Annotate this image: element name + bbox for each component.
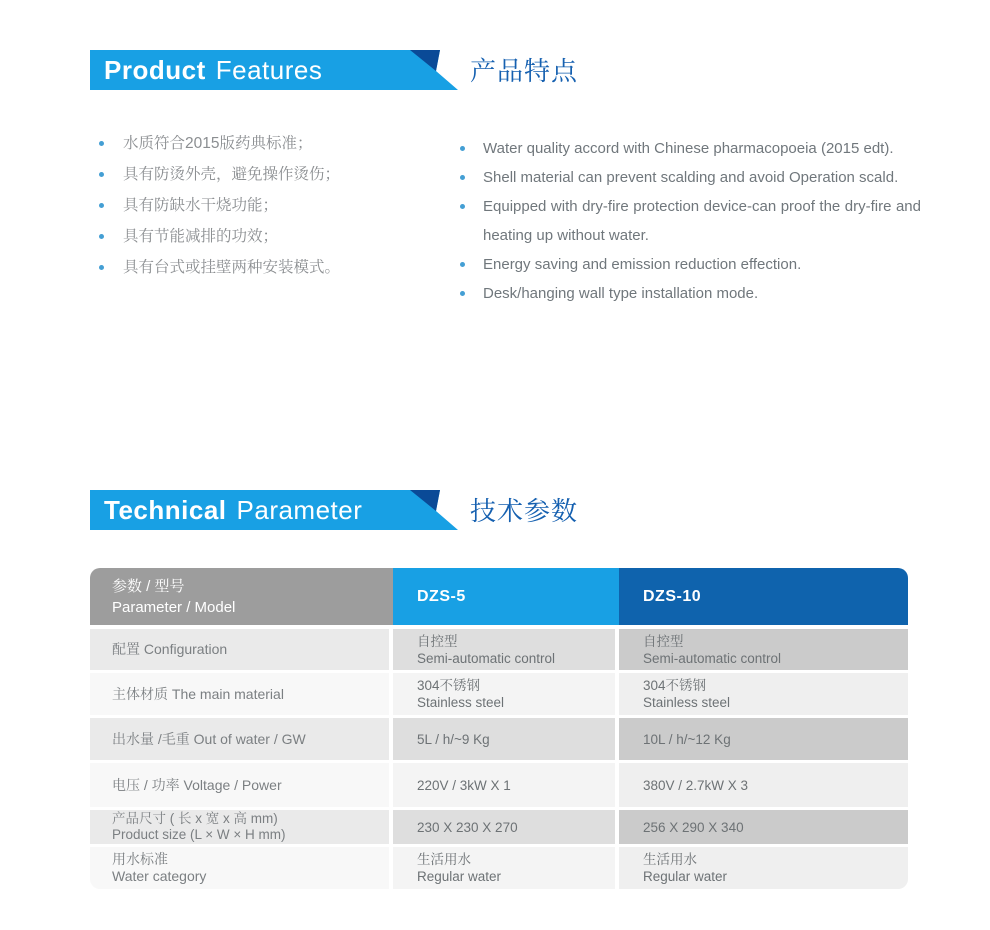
feature-text: 水质符合2015版药典标准； [123, 135, 313, 152]
table-row [90, 810, 908, 844]
cell-parameter-label: 电压 / 功率 Voltage / Power [90, 763, 389, 807]
feature-text: Shell material can prevent scalding and avoid Operation scald. [483, 169, 899, 186]
header-parameter-zh: 参数 / 型号 [112, 577, 185, 595]
cell-dzs10-value: 自控型 Semi-automatic control [619, 629, 908, 670]
feature-text: Desk/hanging wall type installation mode. [483, 285, 759, 302]
features-title-en [104, 50, 322, 90]
cell-parameter-label: 主体材质 The main material [90, 673, 389, 715]
table-row [90, 673, 908, 715]
header-cell-dzs5: DZS-5 [393, 568, 619, 625]
list-item [458, 163, 921, 192]
parameters-title-en-bold: Technical [104, 495, 227, 525]
bullet-icon [99, 141, 104, 146]
header-cell-parameter [90, 568, 393, 625]
cell-dzs5-value: 生活用水 Regular water [393, 847, 615, 889]
features-title-en-bold: Product [104, 55, 206, 85]
parameter-table [90, 568, 908, 892]
cell-dzs5-value: 5L / h/~9 Kg [393, 718, 615, 760]
parameters-banner [90, 490, 462, 530]
table-row [90, 847, 908, 889]
features-list-zh [96, 128, 444, 283]
cell-parameter-label: 出水量 /毛重 Out of water / GW [90, 718, 389, 760]
bullet-icon [460, 204, 465, 209]
feature-text: Equipped with dry-fire protection device-can proof the dry-fire and heating up without water. [483, 198, 921, 244]
bullet-icon [460, 175, 465, 180]
features-banner [90, 50, 462, 90]
feature-text: 具有防缺水干烧功能； [123, 197, 279, 214]
table-row [90, 718, 908, 760]
bullet-icon [460, 146, 465, 151]
header-parameter-en: Parameter / Model [112, 598, 236, 616]
parameters-title-en-regular: Parameter [236, 495, 363, 525]
bullet-icon [99, 172, 104, 177]
cell-dzs10-value: 10L / h/~12 Kg [619, 718, 908, 760]
list-item [96, 159, 444, 190]
features-list-en [458, 134, 921, 308]
bullet-icon [99, 203, 104, 208]
list-item [458, 250, 921, 279]
feature-text: Energy saving and emission reduction effection. [483, 256, 802, 273]
list-item [96, 128, 444, 159]
cell-parameter-label: 配置 Configuration [90, 629, 389, 670]
cell-dzs5-value: 220V / 3kW X 1 [393, 763, 615, 807]
table-header [90, 568, 908, 625]
cell-parameter-label: 产品尺寸 ( 长 x 宽 x 高 mm) Product size (L × W × H mm) [90, 810, 389, 844]
bullet-icon [460, 262, 465, 267]
cell-dzs10-value: 380V / 2.7kW X 3 [619, 763, 908, 807]
table-row [90, 629, 908, 670]
bullet-icon [99, 265, 104, 270]
cell-dzs10-value: 生活用水 Regular water [619, 847, 908, 889]
list-item [96, 252, 444, 283]
table-row [90, 763, 908, 807]
list-item [458, 192, 921, 250]
cell-parameter-label: 用水标准 Water category [90, 847, 389, 889]
cell-dzs5-value: 304不锈钢 Stainless steel [393, 673, 615, 715]
bullet-icon [99, 234, 104, 239]
feature-text: 具有节能减排的功效； [123, 228, 279, 245]
features-title-en-regular: Features [215, 55, 323, 85]
cell-dzs10-value: 256 X 290 X 340 [619, 810, 908, 844]
cell-dzs5-value: 230 X 230 X 270 [393, 810, 615, 844]
parameters-title-en [104, 490, 362, 530]
header-cell-dzs10: DZS-10 [619, 568, 908, 625]
parameters-title-zh: 技术参数 [470, 496, 579, 526]
list-item [458, 134, 921, 163]
bullet-icon [460, 291, 465, 296]
feature-text: 具有台式或挂壁两种安装模式。 [123, 259, 341, 276]
feature-text: Water quality accord with Chinese pharmacopoeia (2015 edt). [483, 140, 894, 157]
list-item [458, 279, 921, 308]
list-item [96, 221, 444, 252]
cell-dzs5-value: 自控型 Semi-automatic control [393, 629, 615, 670]
cell-dzs10-value: 304不锈钢 Stainless steel [619, 673, 908, 715]
features-title-zh: 产品特点 [470, 56, 579, 86]
feature-text: 具有防烫外壳，避免操作烫伤； [123, 166, 341, 183]
list-item [96, 190, 444, 221]
